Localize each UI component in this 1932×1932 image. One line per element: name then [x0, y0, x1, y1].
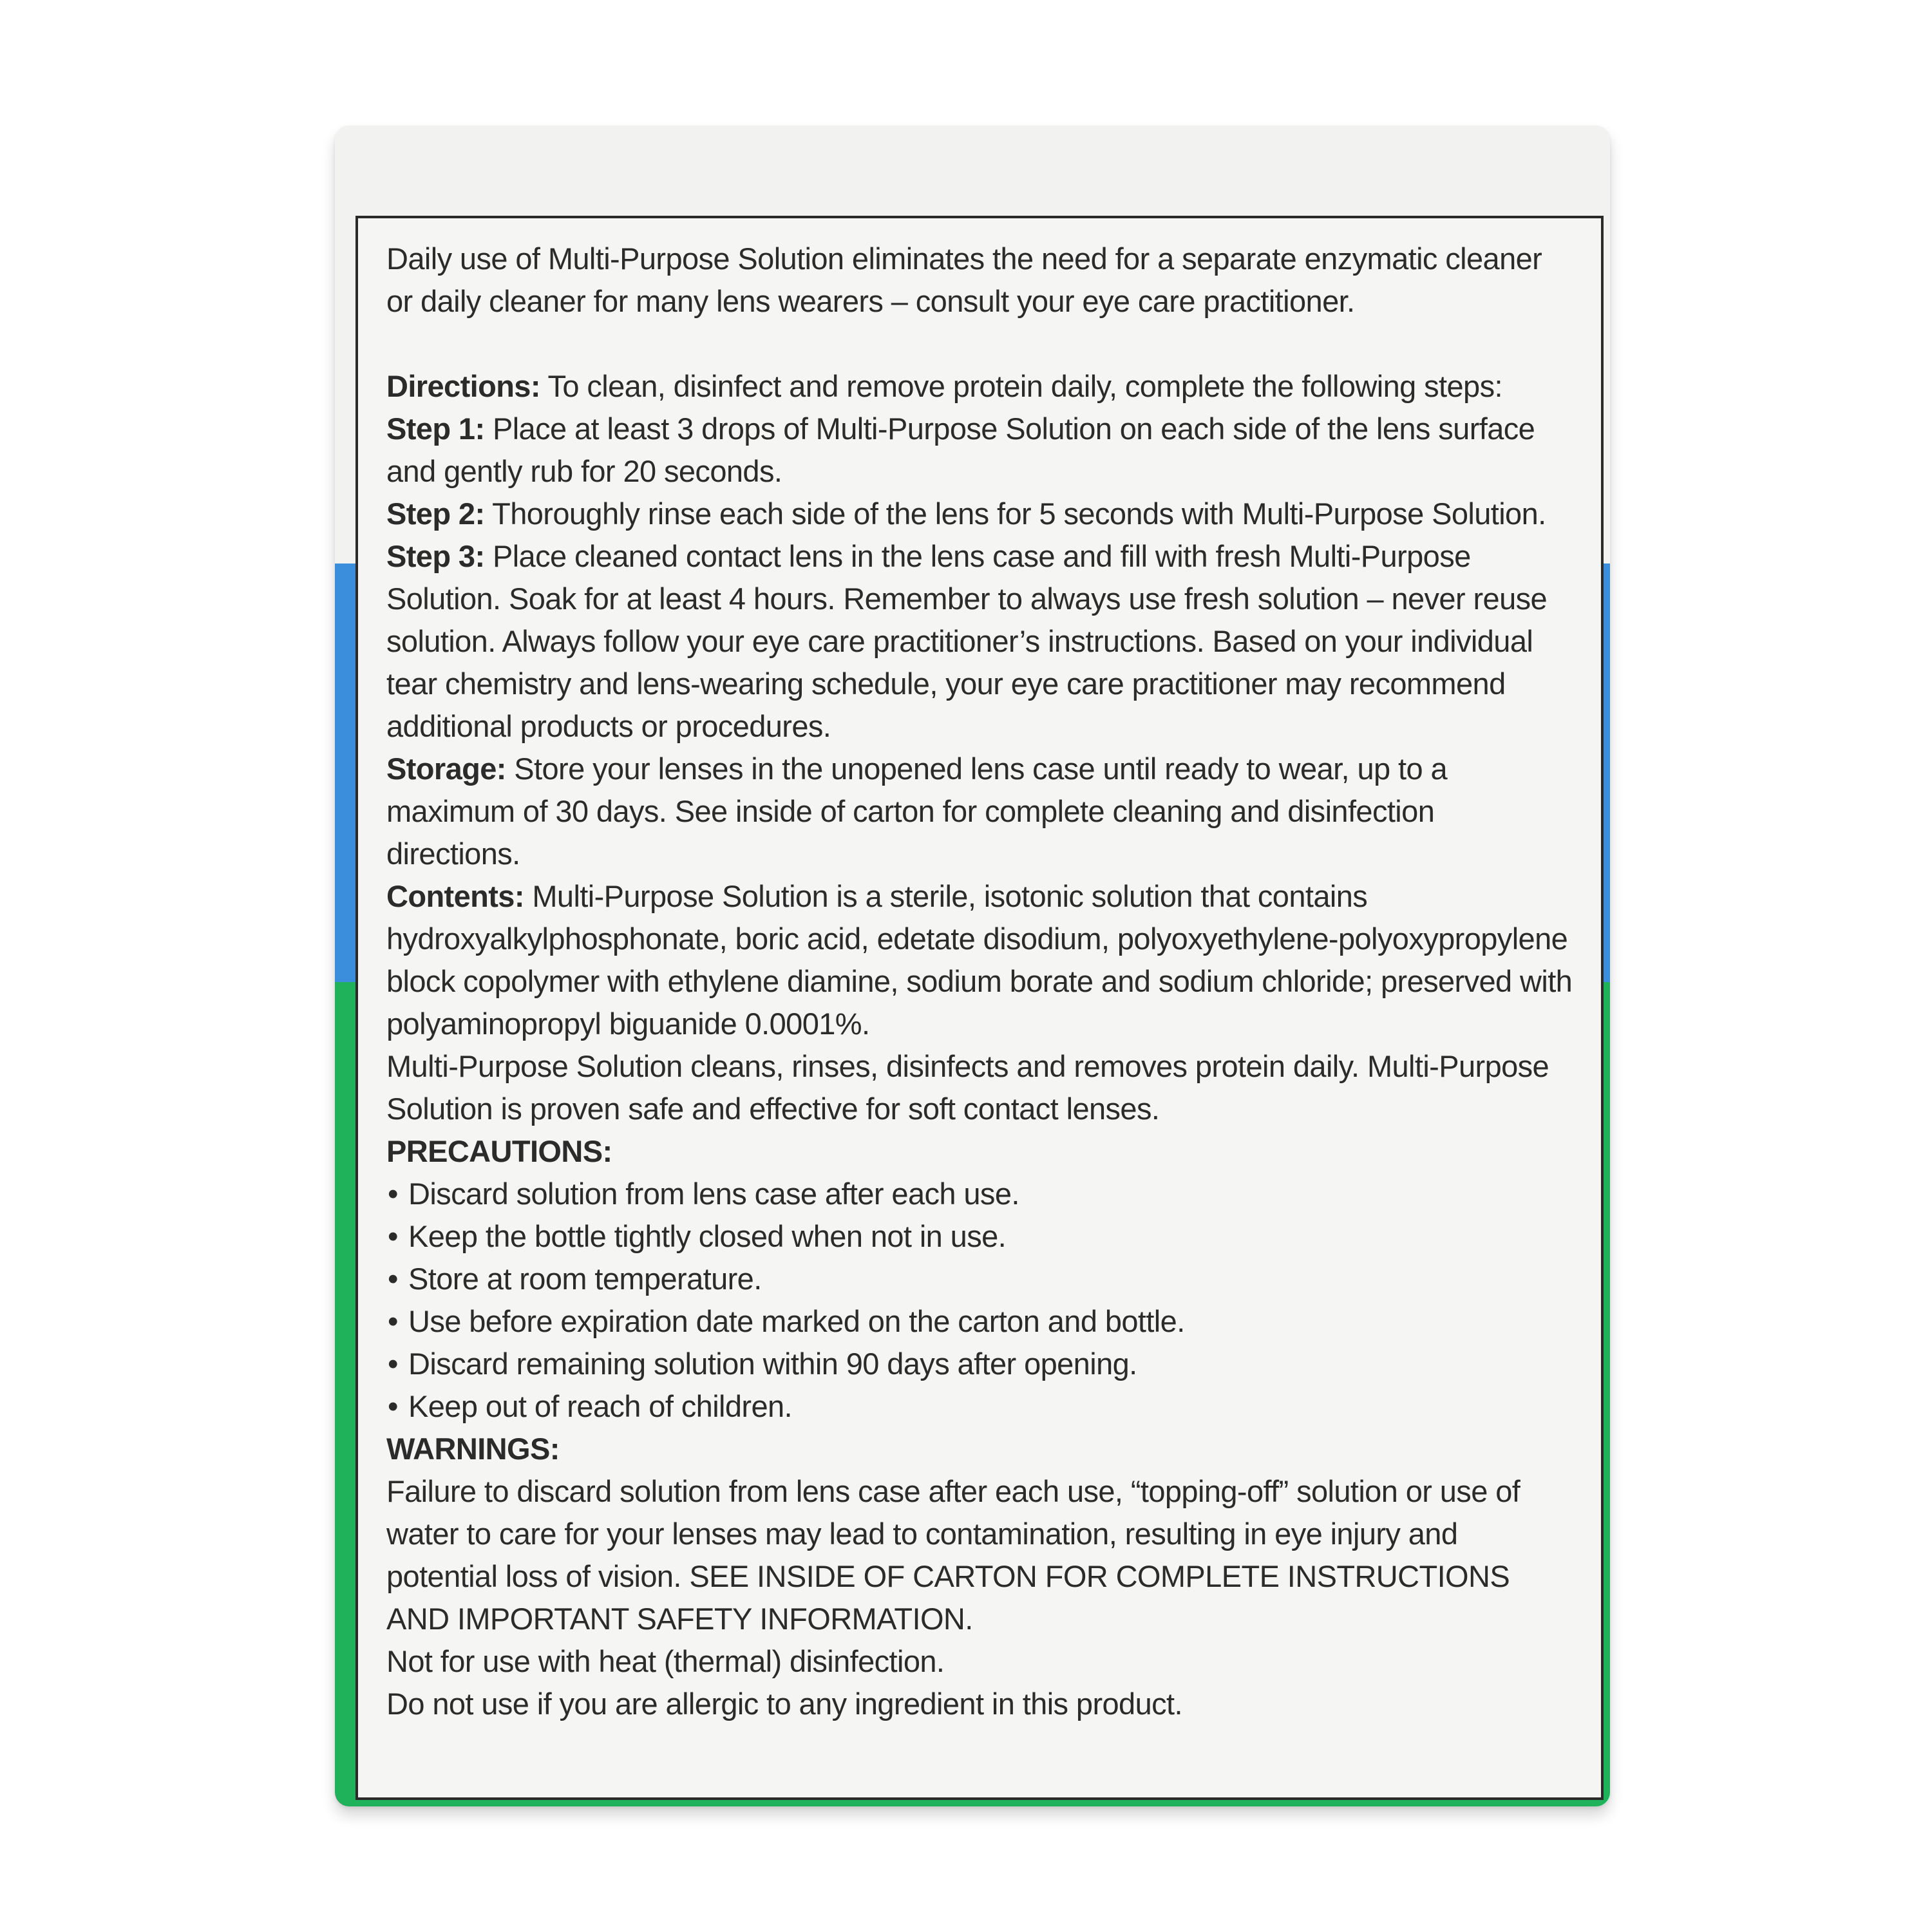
step-2-label: Step 2:: [386, 497, 485, 531]
directions-label: Directions:: [386, 369, 540, 403]
list-item: [386, 1215, 1575, 1258]
precautions-heading: PRECAUTIONS:: [386, 1134, 612, 1168]
warning-text: Failure to discard solution from lens case after each use, “topping-off” solution or use of water to care for your lenses may lead to contamination, resulting in eye injury and potential loss of vision. SEE INSIDE OF CARTON FOR COMPLETE INSTRUCTIONS AND IMPORTANT SAFETY INFORMATION.: [386, 1474, 1520, 1636]
bullet-icon: •: [388, 1304, 398, 1338]
step-2: [386, 493, 1575, 535]
list-item: [386, 1343, 1575, 1385]
list-item: [386, 1173, 1575, 1215]
storage-paragraph: [386, 748, 1575, 875]
warning-text: Do not use if you are allergic to any ingredient in this product.: [386, 1687, 1182, 1721]
precaution-text: Store at room temperature.: [408, 1262, 762, 1296]
bullet-icon: •: [388, 1219, 398, 1253]
contents-paragraph: [386, 875, 1575, 1045]
directions-text: To clean, disinfect and remove protein daily, complete the following steps:: [540, 369, 1502, 403]
step-1-text: Place at least 3 drops of Multi-Purpose Solution on each side of the lens surface and gently rub for 20 seconds.: [386, 412, 1535, 488]
precaution-text: Use before expiration date marked on the carton and bottle.: [408, 1304, 1185, 1338]
precaution-text: Discard remaining solution within 90 days after opening.: [408, 1347, 1137, 1381]
claim-text: Multi-Purpose Solution cleans, rinses, disinfects and removes protein daily. Multi-Purpose Solution is proven safe and effective for soft contact lenses.: [386, 1049, 1549, 1126]
storage-label: Storage:: [386, 752, 506, 786]
precaution-text: Discard solution from lens case after each use.: [408, 1177, 1019, 1211]
bullet-icon: •: [388, 1262, 398, 1296]
list-item: [386, 1300, 1575, 1343]
intro-text: Daily use of Multi-Purpose Solution eliminates the need for a separate enzymatic cleaner or daily cleaner for many lens wearers – consult your eye care practitioner.: [386, 242, 1542, 318]
step-2-text: Thoroughly rinse each side of the lens for 5 seconds with Multi-Purpose Solution.: [484, 497, 1546, 531]
step-1-label: Step 1:: [386, 412, 485, 446]
storage-text: Store your lenses in the unopened lens case until ready to wear, up to a maximum of 30 days. See inside of carton for complete cleaning and disinfection directions.: [386, 752, 1448, 871]
precaution-text: Keep the bottle tightly closed when not in use.: [408, 1219, 1007, 1253]
contents-label: Contents:: [386, 879, 524, 913]
carton-side-panel: [335, 126, 1610, 1806]
list-item: [386, 1258, 1575, 1300]
directions-paragraph: [386, 365, 1575, 408]
step-3: [386, 535, 1575, 748]
contents-text: Multi-Purpose Solution is a sterile, isotonic solution that contains hydroxyalkylphosphonate, boric acid, edetate disodium, polyoxyethylene-polyoxypropylene block copolymer with ethylene diamine, sodium borate and sodium chloride; preserved with polyaminopropyl biguanide 0.0001%.: [386, 879, 1573, 1041]
instructions-panel: [355, 216, 1604, 1800]
step-1: [386, 408, 1575, 493]
bullet-icon: •: [388, 1177, 398, 1211]
warning-text: Not for use with heat (thermal) disinfection.: [386, 1644, 945, 1678]
bullet-icon: •: [388, 1389, 398, 1423]
warnings-heading: WARNINGS:: [386, 1432, 560, 1466]
step-3-label: Step 3:: [386, 539, 485, 573]
precautions-list: [386, 1173, 1575, 1428]
bullet-icon: •: [388, 1347, 398, 1381]
precaution-text: Keep out of reach of children.: [408, 1389, 793, 1423]
step-3-text: Place cleaned contact lens in the lens case and fill with fresh Multi-Purpose Solution. Soak for at least 4 hours. Remember to always use fresh solution – never reuse solution. Always follow your eye care practitioner’s instructions. Based on your individual tear chemistry and lens-wearing schedule, your eye care practitioner may recommend additional products or procedures.: [386, 539, 1548, 743]
list-item: [386, 1385, 1575, 1428]
